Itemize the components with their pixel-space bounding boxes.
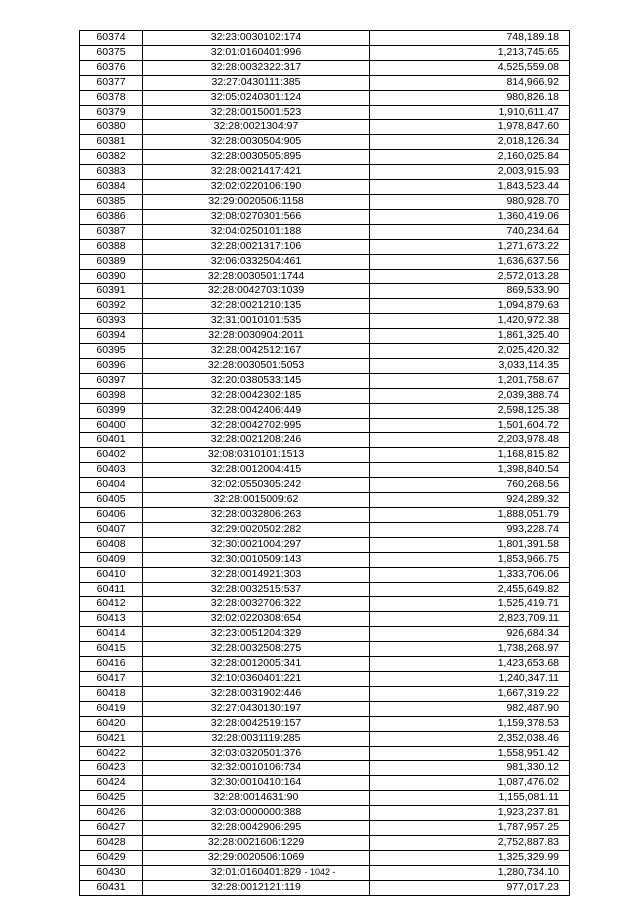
cadastral-number-cell: 32:29:0020502:282 <box>143 522 370 537</box>
value-cell: 748,189.18 <box>370 31 570 46</box>
row-number-cell: 60430 <box>80 865 143 880</box>
row-number-cell: 60382 <box>80 150 143 165</box>
cadastral-number-cell: 32:28:0031902:446 <box>143 686 370 701</box>
row-number-cell: 60418 <box>80 686 143 701</box>
value-cell: 982,487.90 <box>370 701 570 716</box>
value-cell: 2,003,915.93 <box>370 165 570 180</box>
value-cell: 981,330.12 <box>370 761 570 776</box>
table-row <box>80 254 570 269</box>
value-cell: 980,928.70 <box>370 194 570 209</box>
table-row <box>80 746 570 761</box>
cadastral-number-cell: 32:28:0042302:185 <box>143 388 370 403</box>
cadastral-number-cell: 32:27:0430130:197 <box>143 701 370 716</box>
value-cell: 1,398,840.54 <box>370 463 570 478</box>
cadastral-number-cell: 32:01:0160401:996 <box>143 45 370 60</box>
table-row <box>80 642 570 657</box>
table-row <box>80 821 570 836</box>
value-cell: 993,228.74 <box>370 522 570 537</box>
value-cell: 760,268.56 <box>370 478 570 493</box>
cadastral-number-cell: 32:28:0030501:1744 <box>143 269 370 284</box>
table-row <box>80 552 570 567</box>
table-row <box>80 701 570 716</box>
value-cell: 1,636,637.56 <box>370 254 570 269</box>
cadastral-number-cell: 32:04:0250101:188 <box>143 224 370 239</box>
row-number-cell: 60384 <box>80 180 143 195</box>
row-number-cell: 60417 <box>80 671 143 686</box>
cadastral-number-cell: 32:29:0020506:1158 <box>143 194 370 209</box>
table-row <box>80 850 570 865</box>
cadastral-number-cell: 32:28:0042703:1039 <box>143 284 370 299</box>
value-cell: 2,025,420.32 <box>370 344 570 359</box>
table-row <box>80 776 570 791</box>
value-cell: 1,333,706.06 <box>370 567 570 582</box>
row-number-cell: 60422 <box>80 746 143 761</box>
value-cell: 1,240,347.11 <box>370 671 570 686</box>
value-cell: 1,861,325.40 <box>370 329 570 344</box>
records-table <box>79 30 570 896</box>
cadastral-number-cell: 32:28:0021606:1229 <box>143 835 370 850</box>
row-number-cell: 60429 <box>80 850 143 865</box>
row-number-cell: 60388 <box>80 239 143 254</box>
row-number-cell: 60419 <box>80 701 143 716</box>
cadastral-number-cell: 32:03:0000000:388 <box>143 806 370 821</box>
cadastral-number-cell: 32:28:0015001:523 <box>143 105 370 120</box>
row-number-cell: 60387 <box>80 224 143 239</box>
table-row <box>80 31 570 46</box>
cadastral-number-cell: 32:28:0012121:119 <box>143 880 370 895</box>
row-number-cell: 60390 <box>80 269 143 284</box>
row-number-cell: 60416 <box>80 657 143 672</box>
value-cell: 1,888,051.79 <box>370 508 570 523</box>
row-number-cell: 60426 <box>80 806 143 821</box>
value-cell: 1,155,081.11 <box>370 791 570 806</box>
table-row <box>80 478 570 493</box>
value-cell: 1,420,972.38 <box>370 314 570 329</box>
page-number: - 1042 - <box>304 867 336 877</box>
table-row <box>80 329 570 344</box>
cadastral-number-cell: 32:28:0042512:167 <box>143 344 370 359</box>
cadastral-number-cell: 32:28:0015009:62 <box>143 493 370 508</box>
cadastral-number-cell: 32:28:0032706:322 <box>143 597 370 612</box>
value-cell: 1,271,673.22 <box>370 239 570 254</box>
table-row <box>80 671 570 686</box>
value-cell: 1,087,476.02 <box>370 776 570 791</box>
row-number-cell: 60411 <box>80 582 143 597</box>
value-cell: 814,966.92 <box>370 75 570 90</box>
row-number-cell: 60374 <box>80 31 143 46</box>
value-cell: 1,801,391.58 <box>370 537 570 552</box>
cadastral-number-cell: 32:28:0014631:90 <box>143 791 370 806</box>
value-cell: 1,853,966.75 <box>370 552 570 567</box>
cadastral-number-cell: 32:28:0032322:317 <box>143 60 370 75</box>
cadastral-number-cell: 32:02:0550305:242 <box>143 478 370 493</box>
cadastral-number-cell: 32:28:0014921:303 <box>143 567 370 582</box>
row-number-cell: 60413 <box>80 612 143 627</box>
cadastral-number-cell: 32:28:0032508:275 <box>143 642 370 657</box>
table-row <box>80 463 570 478</box>
value-cell: 1,923,237.81 <box>370 806 570 821</box>
cadastral-number-cell: 32:28:0032806:263 <box>143 508 370 523</box>
table-row <box>80 45 570 60</box>
table-row <box>80 209 570 224</box>
table-row <box>80 433 570 448</box>
table-row <box>80 284 570 299</box>
table-row <box>80 716 570 731</box>
cadastral-number-cell: 32:27:0430111:385 <box>143 75 370 90</box>
table-row <box>80 627 570 642</box>
cadastral-number-cell: 32:32:0010106:734 <box>143 761 370 776</box>
table-row <box>80 761 570 776</box>
value-cell: 1,280,734.10 <box>370 865 570 880</box>
cadastral-number-cell: 32:28:0021417:421 <box>143 165 370 180</box>
table-row <box>80 657 570 672</box>
table-row <box>80 194 570 209</box>
row-number-cell: 60406 <box>80 508 143 523</box>
row-number-cell: 60380 <box>80 120 143 135</box>
value-cell: 3,033,114.35 <box>370 358 570 373</box>
table-row <box>80 880 570 895</box>
value-cell: 2,352,038.46 <box>370 731 570 746</box>
value-cell: 2,018,126.34 <box>370 135 570 150</box>
cadastral-number-cell: 32:08:0270301:566 <box>143 209 370 224</box>
value-cell: 4,525,559.08 <box>370 60 570 75</box>
table-row <box>80 105 570 120</box>
row-number-cell: 60396 <box>80 358 143 373</box>
cadastral-number-cell: 32:03:0320501:376 <box>143 746 370 761</box>
cadastral-number-cell: 32:02:0220308:654 <box>143 612 370 627</box>
table-row <box>80 448 570 463</box>
table-row <box>80 373 570 388</box>
table-row <box>80 791 570 806</box>
table-row <box>80 180 570 195</box>
value-cell: 1,558,951.42 <box>370 746 570 761</box>
value-cell: 1,094,879.63 <box>370 299 570 314</box>
row-number-cell: 60412 <box>80 597 143 612</box>
table-row <box>80 567 570 582</box>
row-number-cell: 60393 <box>80 314 143 329</box>
row-number-cell: 60421 <box>80 731 143 746</box>
table-row <box>80 344 570 359</box>
cadastral-number-cell: 32:08:0310101:1513 <box>143 448 370 463</box>
row-number-cell: 60386 <box>80 209 143 224</box>
row-number-cell: 60414 <box>80 627 143 642</box>
table-row <box>80 731 570 746</box>
row-number-cell: 60408 <box>80 537 143 552</box>
table-row <box>80 120 570 135</box>
table-row <box>80 806 570 821</box>
cadastral-number-cell: 32:30:0010509:143 <box>143 552 370 567</box>
row-number-cell: 60381 <box>80 135 143 150</box>
records-table-body <box>80 31 570 896</box>
table-row <box>80 75 570 90</box>
value-cell: 2,203,978.48 <box>370 433 570 448</box>
table-row <box>80 403 570 418</box>
value-cell: 1,201,758.67 <box>370 373 570 388</box>
row-number-cell: 60424 <box>80 776 143 791</box>
cadastral-number-cell: 32:20:0380533:145 <box>143 373 370 388</box>
value-cell: 1,501,604.72 <box>370 418 570 433</box>
cadastral-number-cell: 32:28:0021208:246 <box>143 433 370 448</box>
row-number-cell: 60409 <box>80 552 143 567</box>
table-row <box>80 165 570 180</box>
value-cell: 2,455,649.82 <box>370 582 570 597</box>
row-number-cell: 60378 <box>80 90 143 105</box>
value-cell: 1,978,847.60 <box>370 120 570 135</box>
value-cell: 2,039,388.74 <box>370 388 570 403</box>
row-number-cell: 60395 <box>80 344 143 359</box>
row-number-cell: 60403 <box>80 463 143 478</box>
row-number-cell: 60410 <box>80 567 143 582</box>
row-number-cell: 60427 <box>80 821 143 836</box>
cadastral-number-cell: 32:28:0012004:415 <box>143 463 370 478</box>
row-number-cell: 60404 <box>80 478 143 493</box>
cadastral-number-cell: 32:28:0042906:295 <box>143 821 370 836</box>
cadastral-number-cell: 32:28:0030505:895 <box>143 150 370 165</box>
table-row <box>80 388 570 403</box>
row-number-cell: 60423 <box>80 761 143 776</box>
cadastral-number-cell: 32:28:0021210:135 <box>143 299 370 314</box>
table-row <box>80 314 570 329</box>
row-number-cell: 60394 <box>80 329 143 344</box>
value-cell: 977,017.23 <box>370 880 570 895</box>
row-number-cell: 60400 <box>80 418 143 433</box>
value-cell: 2,572,013.28 <box>370 269 570 284</box>
table-row <box>80 90 570 105</box>
table-row <box>80 522 570 537</box>
cadastral-number-cell: 32:28:0021304:97 <box>143 120 370 135</box>
cadastral-number-cell: 32:28:0030501:5053 <box>143 358 370 373</box>
cadastral-number-cell: 32:28:0030904:2011 <box>143 329 370 344</box>
cadastral-number-cell: 32:06:0332504:461 <box>143 254 370 269</box>
row-number-cell: 60407 <box>80 522 143 537</box>
row-number-cell: 60379 <box>80 105 143 120</box>
cadastral-number-cell: 32:23:0051204:329 <box>143 627 370 642</box>
cadastral-number-cell: 32:28:0042702:995 <box>143 418 370 433</box>
row-number-cell: 60405 <box>80 493 143 508</box>
row-number-cell: 60431 <box>80 880 143 895</box>
value-cell: 1,360,419.06 <box>370 209 570 224</box>
cadastral-number-cell: 32:28:0030504:905 <box>143 135 370 150</box>
value-cell: 2,598,125.38 <box>370 403 570 418</box>
cadastral-number-cell: 32:28:0042519:157 <box>143 716 370 731</box>
table-row <box>80 835 570 850</box>
value-cell: 2,752,887.83 <box>370 835 570 850</box>
table-row <box>80 612 570 627</box>
row-number-cell: 60415 <box>80 642 143 657</box>
row-number-cell: 60397 <box>80 373 143 388</box>
value-cell: 1,738,268.97 <box>370 642 570 657</box>
row-number-cell: 60399 <box>80 403 143 418</box>
value-cell: 1,159,378.53 <box>370 716 570 731</box>
value-cell: 2,160,025.84 <box>370 150 570 165</box>
cadastral-number-cell: 32:01:0160401:829 <box>143 865 370 880</box>
cadastral-number-cell: 32:31:0010101:535 <box>143 314 370 329</box>
value-cell: 2,823,709.11 <box>370 612 570 627</box>
value-cell: 1,667,319.22 <box>370 686 570 701</box>
value-cell: 1,168,815.82 <box>370 448 570 463</box>
value-cell: 1,787,957.25 <box>370 821 570 836</box>
table-row <box>80 60 570 75</box>
table-row <box>80 582 570 597</box>
value-cell: 1,525,419.71 <box>370 597 570 612</box>
row-number-cell: 60425 <box>80 791 143 806</box>
row-number-cell: 60401 <box>80 433 143 448</box>
table-row <box>80 508 570 523</box>
value-cell: 1,843,523.44 <box>370 180 570 195</box>
value-cell: 980,826.18 <box>370 90 570 105</box>
row-number-cell: 60389 <box>80 254 143 269</box>
table-row <box>80 224 570 239</box>
value-cell: 926,684.34 <box>370 627 570 642</box>
cadastral-number-cell: 32:02:0220106:190 <box>143 180 370 195</box>
cadastral-number-cell: 32:28:0012005:341 <box>143 657 370 672</box>
cadastral-number-cell: 32:29:0020506:1069 <box>143 850 370 865</box>
row-number-cell: 60385 <box>80 194 143 209</box>
table-row <box>80 299 570 314</box>
value-cell: 1,423,653.68 <box>370 657 570 672</box>
row-number-cell: 60428 <box>80 835 143 850</box>
row-number-cell: 60392 <box>80 299 143 314</box>
table-row <box>80 537 570 552</box>
table-row <box>80 135 570 150</box>
value-cell: 740,234.64 <box>370 224 570 239</box>
cadastral-number-cell: 32:28:0021317:106 <box>143 239 370 254</box>
row-number-cell: 60375 <box>80 45 143 60</box>
table-row <box>80 493 570 508</box>
row-number-cell: 60383 <box>80 165 143 180</box>
table-row <box>80 358 570 373</box>
value-cell: 1,910,611.47 <box>370 105 570 120</box>
value-cell: 924,289.32 <box>370 493 570 508</box>
cadastral-number-cell: 32:28:0042406:449 <box>143 403 370 418</box>
row-number-cell: 60391 <box>80 284 143 299</box>
value-cell: 869,533.90 <box>370 284 570 299</box>
cadastral-number-cell: 32:23:0030102:174 <box>143 31 370 46</box>
cadastral-number-cell: 32:28:0031119:285 <box>143 731 370 746</box>
table-row <box>80 239 570 254</box>
table-row <box>80 269 570 284</box>
row-number-cell: 60420 <box>80 716 143 731</box>
cadastral-number-cell: 32:05:0240301:124 <box>143 90 370 105</box>
row-number-cell: 60376 <box>80 60 143 75</box>
value-cell: 1,325,329.99 <box>370 850 570 865</box>
row-number-cell: 60398 <box>80 388 143 403</box>
table-row <box>80 150 570 165</box>
cadastral-number-cell: 32:30:0010410:164 <box>143 776 370 791</box>
table-row <box>80 418 570 433</box>
table-row <box>80 597 570 612</box>
cadastral-number-cell: 32:28:0032515:537 <box>143 582 370 597</box>
row-number-cell: 60402 <box>80 448 143 463</box>
value-cell: 1,213,745.65 <box>370 45 570 60</box>
table-row <box>80 686 570 701</box>
cadastral-number-cell: 32:30:0021004:297 <box>143 537 370 552</box>
cadastral-number-cell: 32:10:0360401:221 <box>143 671 370 686</box>
row-number-cell: 60377 <box>80 75 143 90</box>
